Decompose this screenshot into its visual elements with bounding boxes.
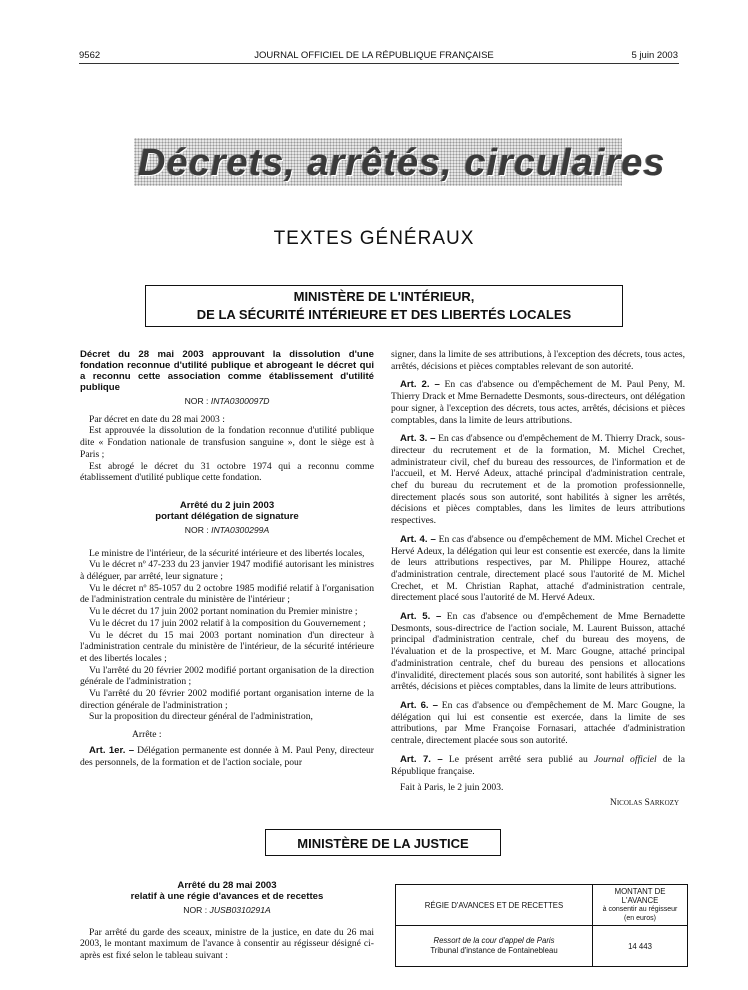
decret-nor: NOR : INTA0300097D <box>184 396 270 406</box>
article-7: Art. 7. – Le présent arrêté sera publié au Journal officiel de la République française. <box>391 753 685 777</box>
visa-paragraph: Vu le décret du 15 mai 2003 portant nomination d'un directeur à l'administration centrale du ministère de l'intérieur, de la sécurité intérieure et des libertés locales ; <box>80 629 374 664</box>
visa-paragraph: Vu l'arrêté du 20 février 2002 modifié portant organisation de la direction générale de l'administration ; <box>80 664 374 688</box>
visa-paragraph: Vu le décret du 17 juin 2002 relatif à la composition du Gouvernement ; <box>89 617 366 629</box>
visa-paragraph: Vu l'arrêté du 20 février 2002 modifié portant organisation interne de la direction générale de l'administration ; <box>80 688 374 711</box>
article-1: Art. 1er. – Délégation permanente est donnée à M. Paul Peny, directeur des personnels, de la formation et de l'action sociale, pour <box>80 744 375 768</box>
ministry-line-2: DE LA SÉCURITÉ INTÉRIEURE ET DES LIBERTÉS LOCALES <box>196 307 572 322</box>
arrete-word: Arrête : <box>132 729 162 741</box>
table-header-amount: MONTANT DE L'AVANCE à consentir au régisseur (en euros) <box>593 885 688 926</box>
table-row <box>396 926 688 967</box>
regie-table <box>395 884 688 967</box>
arrete2-block <box>80 880 374 962</box>
table-cell-amount: 14 443 <box>593 926 688 967</box>
visa-paragraph: Vu le décret nº 85-1057 du 2 octobre 1985 modifié relatif à l'organisation de l'administration centrale du ministère de l'intérieur ; <box>80 582 374 606</box>
section-title: TEXTES GÉNÉRAUX <box>273 228 475 249</box>
left-column <box>80 349 374 768</box>
visa-paragraph: Vu le décret nº 47-233 du 23 janvier 1947 modifié autorisant les ministres à déléguer, par arrêté, leur signature ; <box>80 559 374 583</box>
visa-paragraph: Le ministre de l'intérieur, de la sécurité intérieure et des libertés locales, <box>89 547 365 559</box>
article-3: Art. 3. – En cas d'absence ou d'empêchement de M. Thierry Drack, sous-directeur du recrutement et de la formation, M. Michel Crechet, administrateur civil, chef du bureau des ressources, de l'information et de l'accueil, et M. Hervé Adeux, attaché principal d'administration centrale, chef du bureau du recrutement et de la promotion professionnelle, directement placés sous son autorité, sont habilités à signer les arrêtés, décisions et pièces comptables, dans les limites de leurs attributions respectives. <box>391 433 685 527</box>
article-2: Art. 2. – En cas d'absence ou d'empêchement de M. Paul Peny, M. Thierry Drack et Mme Bernadette Desmonts, sous-directeurs, ont délégation pour signer, à l'exception des décrets, tous actes, arrêtés, décisions et pièces comptables, dans la limite de leurs attributions. <box>391 379 685 426</box>
article-4: Art. 4. – En cas d'absence ou d'empêchement de MM. Michel Crechet et Hervé Adeux, la délégation qui leur est consentie est exercée, dans la limite de leurs attributions respectives, par M. Philippe Hourez, attaché d'administration centrale, directement placé sous l'autorité de M. Michel Crechet, et M. Christian Raphat, attaché d'administration centrale, directement placé sous l'autorité de M. Hervé Adeux. <box>391 533 685 604</box>
section-banner <box>134 138 666 186</box>
ministry-justice-box: MINISTÈRE DE LA JUSTICE <box>265 829 501 856</box>
arrete1-title-2: portant délégation de signature <box>155 510 299 522</box>
arrete2-nor: NOR : JUSB0310291A <box>183 905 271 915</box>
page-number: 9562 <box>79 50 101 61</box>
decret-p2: Est approuvée la dissolution de la fondation reconnue d'utilité publique dite « Fondation nationale de transfusion sanguine », dont le siège est à Paris ; <box>80 425 374 460</box>
arrete1-nor: NOR : INTA0300299A <box>184 524 270 535</box>
table-header-row <box>396 885 688 926</box>
header-rule <box>79 63 679 64</box>
decret-title: Décret du 28 mai 2003 approuvant la dissolution d'une fondation reconnue d'utilité publique et abrogeant le décret qui a reconnu cette association comme établissement d'utilité publique <box>80 349 374 393</box>
table-cell-regie: Ressort de la cour d'appel de Paris Tribunal d'instance de Fontainebleau <box>396 926 593 967</box>
signature: Nicolas Sarkozy <box>609 796 679 808</box>
arrete1-title-1: Arrêté du 2 juin 2003 <box>179 499 275 511</box>
done-at: Fait à Paris, le 2 juin 2003. <box>400 782 504 794</box>
arrete2-title-1: Arrêté du 28 mai 2003 <box>177 880 277 891</box>
article-6: Art. 6. – En cas d'absence ou d'empêchement de M. Marc Gougne, la délégation qui lui est consentie est exercée, dans la limite de ses attributions, par Mme Françoise Fornasari, attachée d'administration centrale, directement placée sous son autorité. <box>391 699 685 747</box>
ministry-interior-box <box>145 285 623 327</box>
visa-paragraph: Sur la proposition du directeur général de l'administration, <box>89 711 313 723</box>
decret-p1: Par décret en date du 28 mai 2003 : <box>89 413 225 425</box>
article-1-continued: signer, dans la limite de ses attributions, à l'exception des décrets, tous actes, arrêtés, décisions et pièces comptables relevant de son autorité. <box>391 349 685 372</box>
arrete2-title-2: relatif à une régie d'avances et de recettes <box>130 891 324 902</box>
right-column <box>391 349 685 809</box>
table-header-regie: RÉGIE D'AVANCES ET DE RECETTES <box>396 885 593 926</box>
issue-date: 5 juin 2003 <box>631 50 678 61</box>
banner-title: Décrets, arrêtés, circulaires <box>138 142 666 184</box>
regie-table-wrap <box>395 884 688 967</box>
article-5: Art. 5. – En cas d'absence ou d'empêchement de Mme Bernadette Desmonts, sous-directrice de l'action sociale, M. Laurent Buisson, attaché principal d'administration centrale, chef du bureau des moyens, de l'évaluation et de la prospective, et M. Marc Gougne, attaché principal d'administration centrale, chef du bureau des pensions et allocations d'invalidité, directement placés sous son autorité, sont habilités à signer les arrêtés, décisions et pièces comptables, dans la limite de leurs attributions. <box>391 611 685 693</box>
arrete2-p1: Par arrêté du garde des sceaux, ministre de la justice, en date du 26 mai 2003, le montant maximum de l'avance à consentir au régisseur désigné ci-après est fixé selon le tableau suivant : <box>80 926 374 962</box>
journal-title: JOURNAL OFFICIEL DE LA RÉPUBLIQUE FRANÇAISE <box>254 50 494 61</box>
decret-p3: Est abrogé le décret du 31 octobre 1974 qui a reconnu comme établissement d'utilité publique cette fondation. <box>80 460 374 484</box>
ministry-line-1: MINISTÈRE DE L'INTÉRIEUR, <box>293 289 475 304</box>
visa-paragraph: Vu le décret du 17 juin 2002 portant nomination du Premier ministre ; <box>89 606 358 618</box>
